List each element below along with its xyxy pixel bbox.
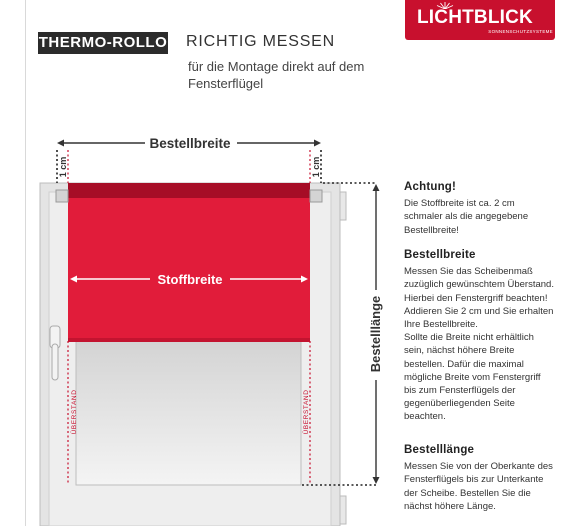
hinge-top: [340, 192, 346, 220]
bestelllaenge-label: Bestelllänge: [368, 295, 383, 373]
bestellbreite-title: Bestellbreite: [404, 249, 476, 261]
achtung-title: Achtung!: [404, 181, 457, 193]
window-handle-icon: [50, 326, 60, 380]
hinge-bottom: [340, 496, 346, 524]
ueberstand-right-label: ÜBERSTAND: [303, 389, 310, 435]
page-subtitle: für die Montage direkt auf dem Fensterflügel: [188, 59, 365, 91]
brand-tagline: SONNENSCHUTZSYSTEME: [488, 29, 553, 34]
product-badge: THERMO-ROLLO: [38, 32, 168, 54]
stoffbreite-label: Stoffbreite: [157, 272, 223, 287]
right-clip: [310, 190, 322, 202]
roller-bottom-bar: [68, 338, 310, 342]
page-title: RICHTIG MESSEN: [186, 33, 335, 50]
bestellbreite-label: Bestellbreite: [149, 136, 231, 151]
brand-name: LICHTBLICK: [417, 7, 533, 28]
note-achtung: [404, 181, 554, 237]
bestelllaenge-title: Bestelllänge: [404, 444, 475, 456]
left-offset-label: 1 cm: [58, 156, 68, 178]
roller-cassette: [68, 183, 310, 198]
ueberstand-left-label: ÜBERSTAND: [71, 389, 78, 435]
bestellbreite-text-1: Messen Sie das Scheibenmaß zuzüglich gewünschtem Überstand. Hierbei den Fenstergriff beachten! Addieren Sie 2 cm und Sie erhalten Ihre Bestellbreite.: [404, 266, 554, 331]
left-clip: [56, 190, 68, 202]
note-bestelllaenge: [404, 444, 554, 513]
achtung-text: Die Stoffbreite ist ca. 2 cm schmaler als die angegebene Bestellbreite!: [404, 198, 529, 236]
brand-logo: [405, 0, 555, 40]
bestellbreite-text-2: Sollte die Breite nicht erhältlich sein, nächst höhere Breite bestellen. Dafür die maximal mögliche Breite vom Fenstergriff bis zum Fensterflügels der gegenüberliegenden Seite beachten.: [404, 332, 541, 423]
right-offset-label: 1 cm: [311, 156, 321, 178]
roller-fabric: [68, 195, 310, 341]
note-bestellbreite: [404, 249, 554, 424]
bestelllaenge-text: Messen Sie von der Oberkante des Fensterflügels bis zur Unterkante der Scheibe. Bestellen Sie die nächst höhere Länge.: [404, 461, 553, 512]
